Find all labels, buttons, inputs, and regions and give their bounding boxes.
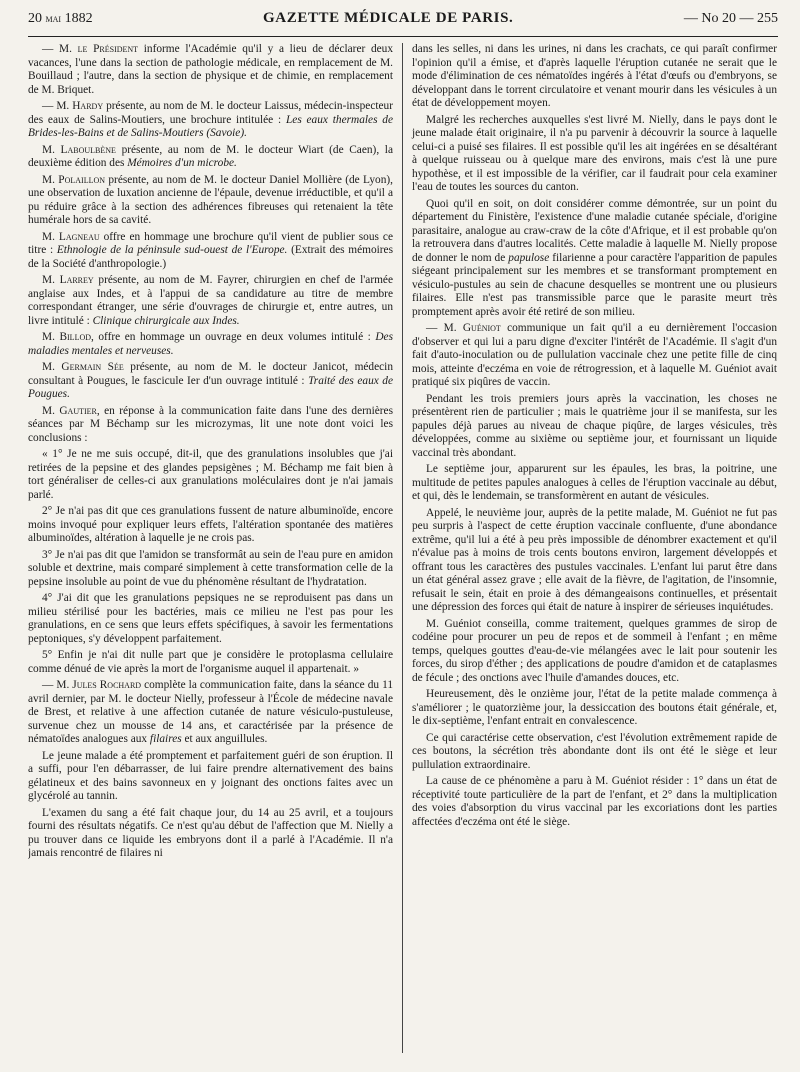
- paragraph-text: 4° J'ai dit que les granulations pepsiques ne se reproduisent pas dans un milieu stérilisé pour les bactéries, mais ce milieu ne l'est pas pour les granulations, en ce sens que leurs effets spécifiques, à savoir les fermentations peptoniques, s'y développent parfaitement.: [28, 592, 393, 645]
- issue-label: — No: [683, 11, 719, 26]
- speaker-name: M. Polaillon: [42, 173, 106, 186]
- paragraph-text: présente, au nom de M. le docteur Janicot, médecin consultant à Pougues, le fascicule Ier d'un ouvrage intitulé :: [28, 361, 393, 387]
- speaker-name: — M. Guéniot: [426, 322, 501, 334]
- paragraph: [412, 775, 777, 829]
- date-year: 1882: [64, 11, 93, 26]
- paragraph: [28, 231, 393, 272]
- page-number: — 255: [739, 11, 778, 26]
- paragraph-text: Appelé, le neuvième jour, auprès de la petite malade, M. Guéniot ne fut pas peu surpris à l'aspect de cette éruption vaccinale confluente, d'une abondance extrême, qu'il lui a été à peu près impossible de dénombrer exactement et qu'il n'évalue pas à moins de trois cents boutons environ, largement développés et offrant tous les caractères des pustules vaccinales. L'enfant lui parut être dans un état général assez grave ; elle avait de la fièvre, de l'agitation, de l'insomnie, refusait le sein, était en proie à des démangeaisons continuelles, et présentait une dépression des forces qui était de nature à inspirer de sérieuses inquiétudes.: [412, 506, 777, 613]
- right-column: [402, 43, 777, 1053]
- paragraph-text: offre en hommage une brochure qu'il vient de publier sous ce titre :: [28, 230, 393, 256]
- italic-title: filaires: [149, 733, 182, 745]
- header-rule: [28, 36, 778, 37]
- header-date: [28, 11, 93, 27]
- speaker-name: — M. Hardy: [42, 100, 104, 112]
- paragraph: [28, 144, 393, 171]
- italic-title: Les eaux thermales de Brides-les-Bains et de Salins-Moutiers (Savoie).: [28, 113, 393, 139]
- paragraph-tail: (Extrait des mémoires de la Société d'anthropologie.): [28, 244, 394, 270]
- paragraph: [412, 322, 777, 390]
- paragraph-text: 3° Je n'ai pas dit que l'amidon se transformât au sein de l'eau pure en amidon soluble et dextrine, mais comparé simplement à cette transformation celle de la pepsine insoluble au point de vue du phénomène résultant de l'hydratation.: [28, 548, 393, 588]
- paragraph-text: communique un fait qu'il a eu dernièrement l'occasion d'observer et qui lui a paru digne d'exciter l'intérêt de l'Académie. Il s'agit d'un fait d'auto-inoculation ou de pullulation vaccinale chez une petite fille de cinq mois, atteinte d'eczéma en voie de rétrogression, et à laquelle M. Guéniot avait pratiqué six piqûres de vaccin.: [412, 322, 777, 388]
- speaker-name: M. Laboulbène: [42, 143, 116, 156]
- speaker-name: M. Gautier: [42, 404, 97, 417]
- italic-title: Ethnologie de la péninsule sud-ouest de l'Europe.: [56, 244, 288, 256]
- paragraph-text: présente, au nom de M. le docteur Wiart (de Caen), la deuxième édition des: [28, 143, 393, 169]
- issue-number: 20: [722, 11, 736, 26]
- paragraph-text: dans les selles, ni dans les urines, ni dans les crachats, ce qui paraît confirmer l'opinion qu'il a émise, et d'après laquelle l'éruption cutanée ne serait que le mode d'élimination de ces nématoïdes ingérés à l'état d'œufs ou d'embryons, se développant dans le torrent circulatoire et venant mourir dans les vésicules à un état de développement moyen.: [412, 43, 777, 109]
- italic-title: papulose: [508, 251, 550, 264]
- paragraph: [412, 507, 777, 615]
- header-issue: [684, 11, 778, 27]
- paragraph: [28, 174, 393, 228]
- paragraph: [412, 732, 777, 773]
- paragraph: [412, 618, 777, 686]
- paragraph-text: M. Guéniot conseilla, comme traitement, quelques grammes de sirop de codéine pour procurer un peu de repos et de sommeil à l'enfant ; en même temps, quelques gouttes d'eau-de-vie mélangées avec le lait pour soutenir les forces, du sirop d'éther ; des applications de poudre d'amidon et de cataplasmes de fécule ; des onctions avec l'huile d'amandes douces, etc.: [412, 617, 777, 684]
- text-columns: [28, 43, 778, 1053]
- paragraph: [28, 750, 393, 804]
- paragraph: [412, 43, 777, 111]
- paragraph: [412, 198, 777, 320]
- date-month: mai: [45, 11, 62, 25]
- speaker-name: M. Billod: [42, 331, 92, 343]
- paragraph-text: , en réponse à la communication faite dans l'une des dernières séances par M Béchamp sur les microzymas, lit une note dont voici les conclusions :: [28, 404, 393, 444]
- italic-title: Mémoires d'un microbe.: [127, 157, 237, 169]
- paragraph: [28, 807, 393, 861]
- paragraph-text: Malgré les recherches auxquelles s'est livré M. Nielly, dans le pays dont le jeune malade était originaire, il n'a pu parvenir à découvrir la source à laquelle celui-ci a puisé ses filaires. Il est possible qu'il les ait ingérées en se désaltérant à quelque ruisseau ou à quelque mare des environs, mais c'est là une pure hypothèse, et il est impossible de la vérifier, car il faudrait pour cela examiner l'eau de toutes les sources du canton.: [412, 113, 777, 193]
- paragraph-text: , offre en hommage un ouvrage en deux volumes intitulé :: [91, 331, 376, 343]
- journal-title: GAZETTE MÉDICALE DE PARIS.: [263, 10, 514, 26]
- paragraph: [28, 405, 393, 446]
- paragraph: [28, 361, 393, 402]
- paragraph-text: complète la communication faite, dans la séance du 11 avril dernier, par M. le docteur Nielly, professeur à l'École de médecine navale de Brest, et relative à une affection cutanée de nature vésiculo-pustuleuse, survenue chez un mousse de 14 ans, et caractérisée par la présence de nématoïdes analogues aux: [28, 679, 393, 745]
- speaker-name: — M. le Président: [42, 43, 139, 55]
- paragraph: [28, 274, 393, 328]
- paragraph-text: Heureusement, dès le onzième jour, l'état de la petite malade commença à s'améliorer ; le quatorzième jour, la dessiccation des boutons était générale, et, le dix-septième, l'enfant entrait en convalescence.: [412, 688, 777, 727]
- page-header: [28, 10, 778, 34]
- paragraph-text: Pendant les trois premiers jours après la vaccination, les choses ne présentèrent rien de particulier ; mais le quatrième jour il se manifesta, sur les papules déjà parues au niveau de chaque piqûre, de larges vésicules, très développées, comme au sixième ou septième jour, et fournissant un liquide vaccinal très abondant.: [412, 392, 777, 459]
- paragraph: [412, 114, 777, 195]
- paragraph: [28, 649, 393, 676]
- paragraph: [28, 100, 393, 141]
- paragraph-text: présente, au nom de M. Fayrer, chirurgien en chef de l'armée anglaise aux Indes, et à l'appui de sa candidature au titre de membre correspondant étranger, une série d'ouvrages de chirurgie et, entre autres, un livre intitulé :: [28, 274, 393, 327]
- paragraph: [412, 393, 777, 461]
- speaker-name: — M. Jules Rochard: [42, 679, 142, 691]
- paragraph: [412, 463, 777, 504]
- paragraph-text: présente, au nom de M. le docteur Laissus, médecin-inspecteur des eaux de Salins-Moutiers, une brochure intitulée :: [28, 100, 393, 126]
- paragraph-text: 2° Je n'ai pas dit que ces granulations fussent de nature albuminoïde, encore moins invoqué pour expliquer leurs effets, l'altération spontanée des matières albuminoïdes, altération à laquelle je ne crois pas.: [28, 505, 393, 544]
- paragraph: [28, 549, 393, 590]
- paragraph-text: L'examen du sang a été fait chaque jour, du 14 au 25 avril, et a toujours fourni des résultats négatifs. Ce n'est qu'au début de l'affection que M. Nielly a pu trouver dans ce liquide les embryons dont il a parlé à l'Académie. Il n'a jamais rencontré de filaires ni: [28, 806, 393, 859]
- paragraph-text: La cause de ce phénomène a paru à M. Guéniot résider : 1° dans un état de réceptivité toute particulière de la part de l'enfant, et 2° dans la multiplication des voies d'absorption du virus vaccinal par les excoriations dont les parties affectées d'eczéma ont été le siège.: [412, 775, 777, 828]
- paragraph: [412, 688, 777, 729]
- paragraph: [28, 448, 393, 502]
- paragraph-text: présente, au nom de M. le docteur Daniel Mollière (de Lyon), une observation de luxation ancienne de l'épaule, devenue irréductible, et qu'il a pu réduire grâce à la section des adhérences fibreuses qui retenaient la tête humérale hors de sa cavité.: [28, 173, 393, 226]
- paragraph-text: Le septième jour, apparurent sur les épaules, les bras, la poitrine, une multitude de petites papules analogues à celles de l'éruption vaccinale au début, et qui, dès le lendemain, se transformèrent en autant de vésicules.: [412, 463, 777, 502]
- paragraph-text: informe l'Académie qu'il y a lieu de déclarer deux vacances, l'une dans la section de pathologie médicale, en remplacement de M. Bouillaud ; l'autre, dans la section de physique et de chimie, en remplacement de M. Briquet.: [28, 43, 393, 96]
- left-column: [28, 43, 402, 1053]
- paragraph: [28, 679, 393, 747]
- paragraph-text: Ce qui caractérise cette observation, c'est l'évolution extrêmement rapide de ces boutons, la sécrétion très abondante dont ils ont été le siège et leur pullulation extraordinaire.: [412, 731, 777, 771]
- speaker-name: M. Germain Sée: [42, 361, 124, 373]
- italic-title: Des maladies mentales et nerveuses.: [28, 331, 393, 357]
- speaker-name: M. Lagneau: [42, 230, 100, 243]
- paragraph-text: 5° Enfin je n'ai dit nulle part que je considère le protoplasma cellulaire comme dénué de vie après la mort de l'organisme auquel il appartenait. »: [28, 649, 393, 675]
- speaker-name: M. Larrey: [42, 274, 94, 286]
- paragraph: [28, 43, 393, 97]
- paragraph: [28, 331, 393, 358]
- italic-title: Clinique chirurgicale aux Indes.: [92, 314, 240, 327]
- paragraph-text: « 1° Je ne me suis occupé, dit-il, que des granulations insolubles que j'ai retirées de la pepsine et des glandes pepsigènes ; M. Béchamp me fait bien à tort généraliser de celles-ci aux granulations moléculaires dont je n'ai jamais parlé.: [28, 448, 393, 501]
- paragraph-tail: filarienne a pour caractère l'apparition de papules siégeant principalement sur les membres et se transformant promptement en vésiculo-pustules au sein de chacune desquelles se montrent une ou plusieurs filaires. Elle n'est pas transmissible parce que le parasite meurt très promptement après avoir été retiré de son milieu.: [412, 251, 777, 318]
- date-day: 20: [28, 11, 42, 26]
- paragraph-text: Quoi qu'il en soit, on doit considérer comme démontrée, sur un point du département du Finistère, l'existence d'une maladie cutanée spéciale, d'origine parasitaire, analogue au craw-craw de la côte d'Afrique, et il est probable qu'on la retrouvera dans d'autres localités. Cette maladie à laquelle M. Nielly propose de donner le nom de: [412, 197, 777, 264]
- paragraph-tail: et aux anguillules.: [181, 733, 268, 745]
- paragraph: [28, 592, 393, 646]
- italic-title: Traité des eaux de Pougues.: [28, 374, 393, 400]
- paragraph: [28, 505, 393, 546]
- paragraph-text: Le jeune malade a été promptement et parfaitement guéri de son éruption. Il a suffi, pour l'en débarrasser, de lui faire prendre alternativement des bains gélatineux et des bains savonneux en y joignant des onctions faites avec un glycérolé au tannin.: [28, 749, 393, 802]
